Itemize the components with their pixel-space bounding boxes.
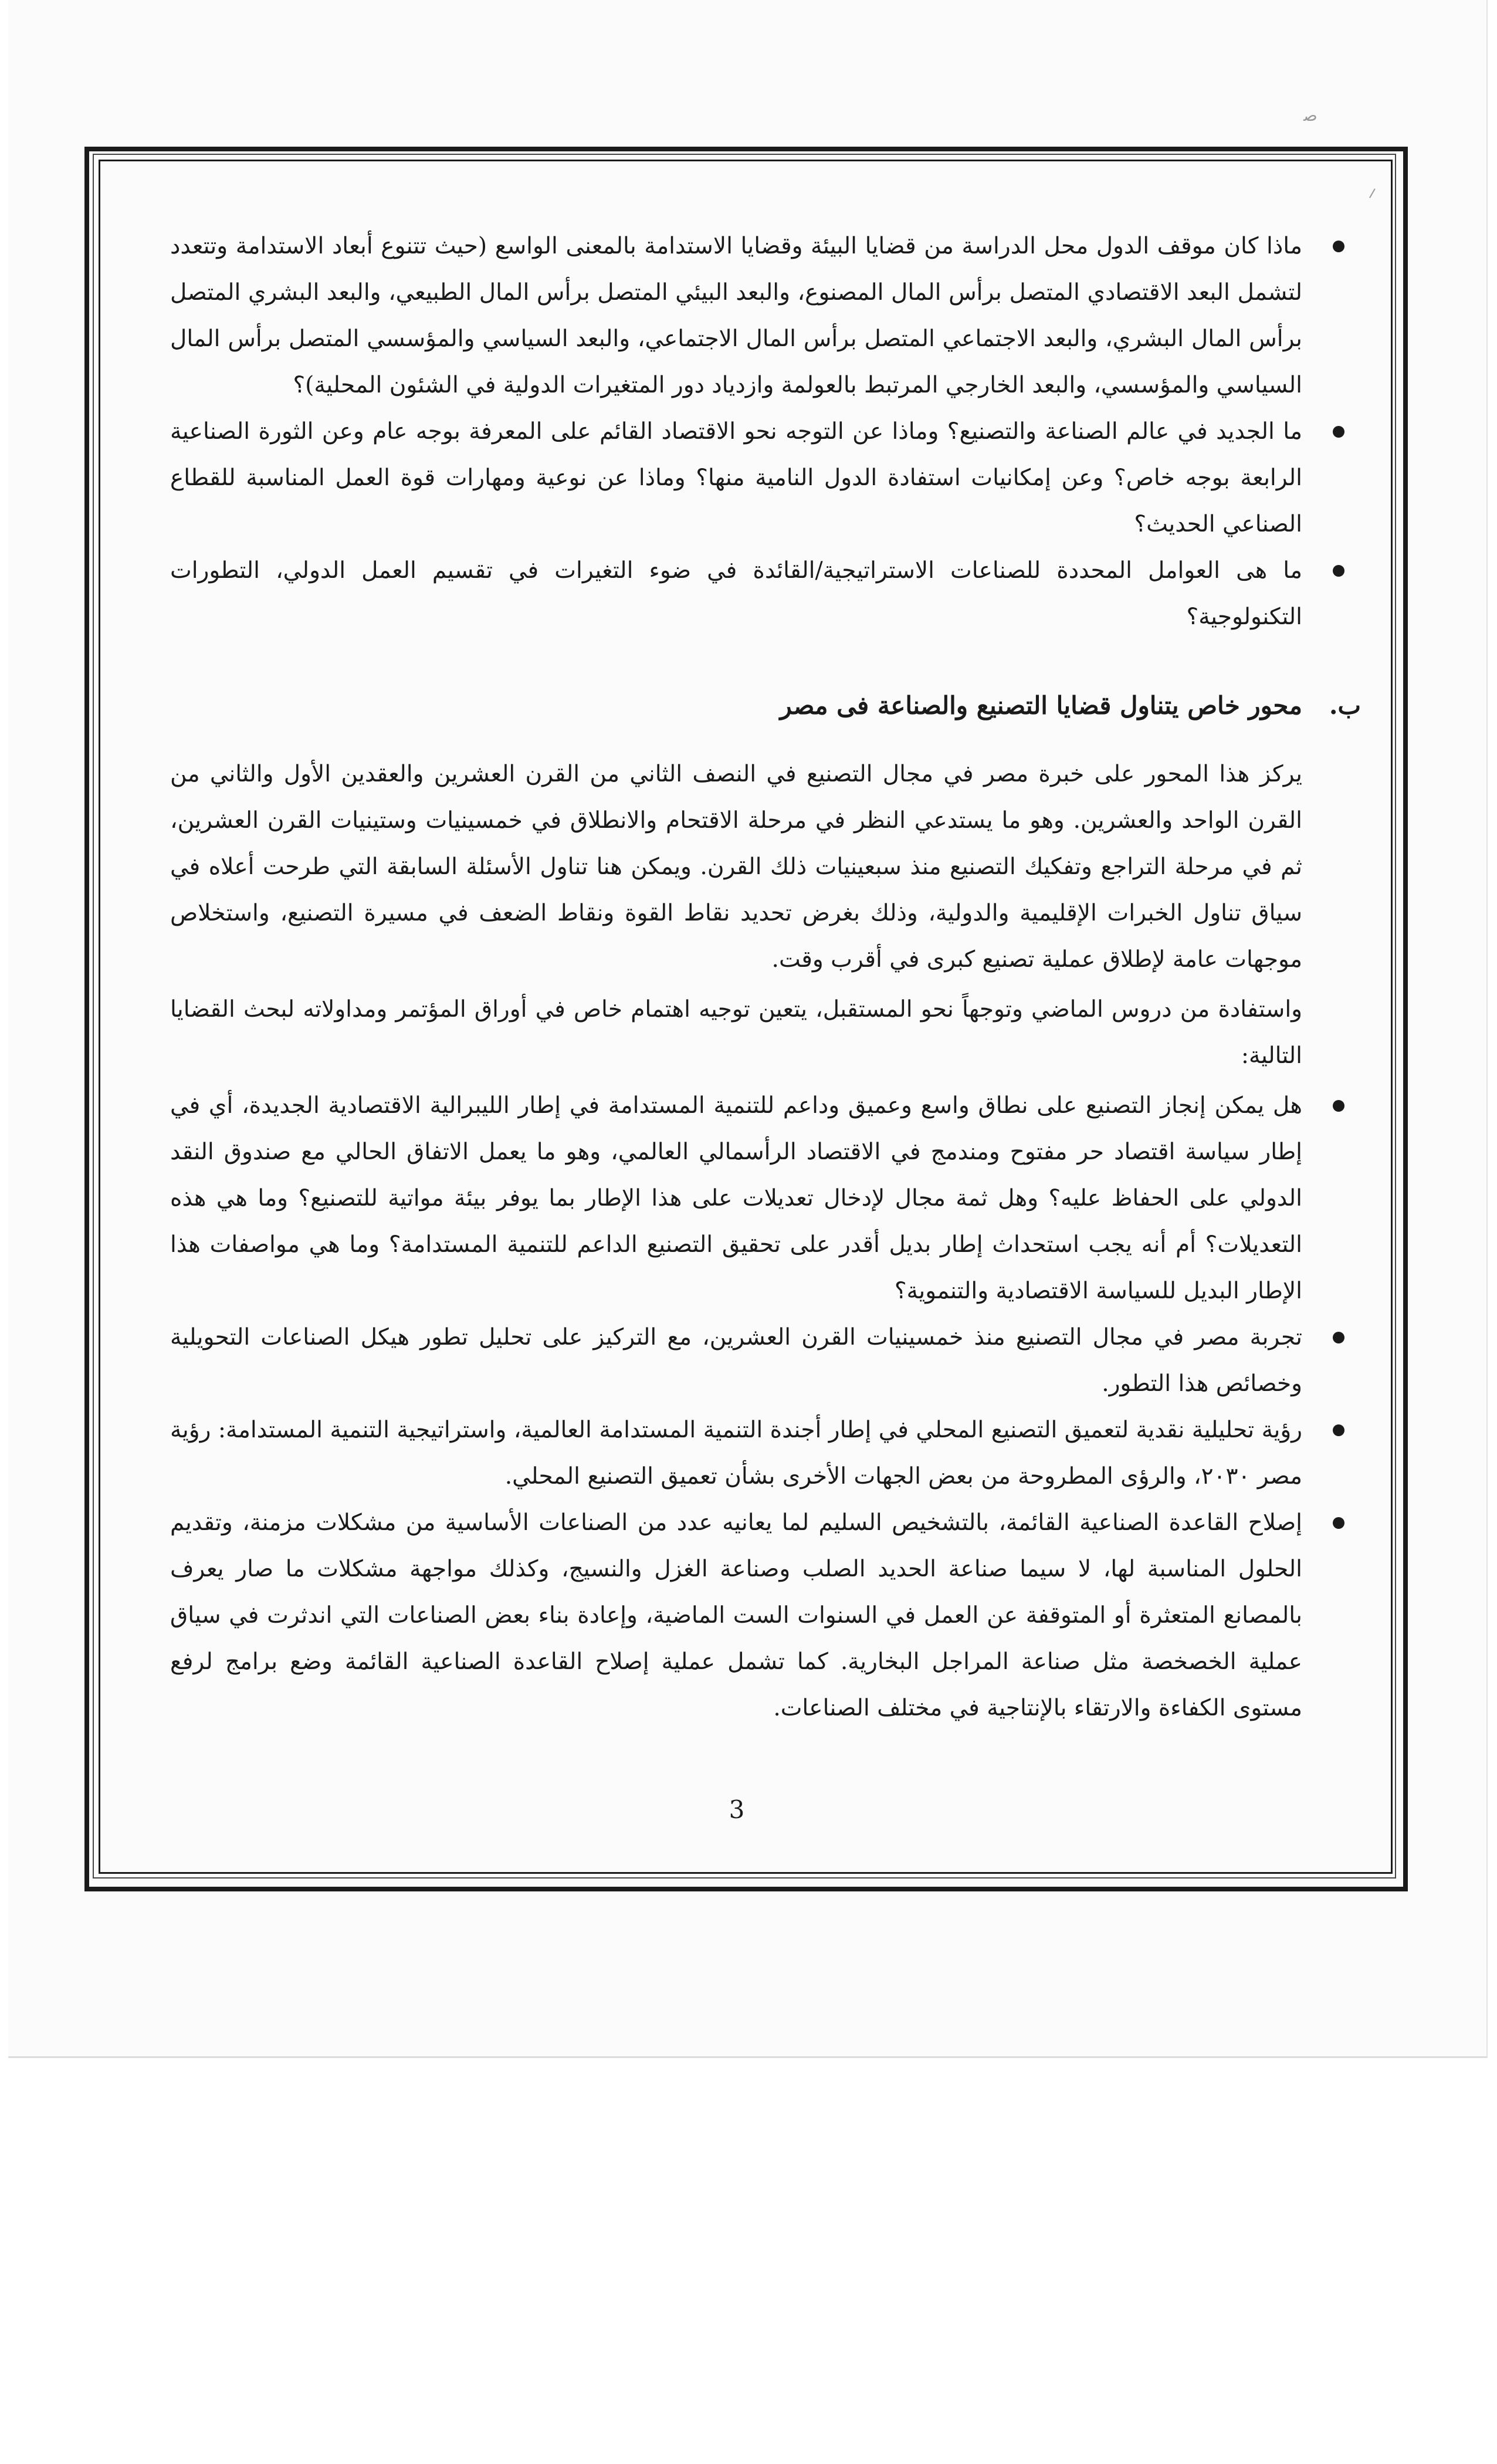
section1-bullet-list [170,223,1302,640]
document-body [170,223,1361,1731]
section-b-bullet-list [170,1082,1302,1731]
section-b-paragraph-2: واستفادة من دروس الماضي وتوجهاً نحو المستقبل، يتعين توجيه اهتمام خاص في أوراق المؤتمر ومداولاته لبحث القضايا التالية: [170,996,1302,1069]
page-number: 3 [729,1795,745,1824]
bullet-icon [1333,1517,1344,1529]
list-item [170,1500,1302,1731]
corner-scan-mark: ﺻ [1303,106,1318,125]
list-item [170,1314,1302,1407]
bullet-text: تجربة مصر في مجال التصنيع منذ خمسينيات القرن العشرين، مع التركيز على تحليل تطور هيكل الصناعات التحويلية وخصائص هذا التطور. [170,1324,1302,1397]
section-title: محور خاص يتناول قضايا التصنيع والصناعة فى مصر [780,691,1302,720]
bullet-icon [1333,565,1344,577]
bullet-text: رؤية تحليلية نقدية لتعميق التصنيع المحلي في إطار أجندة التنمية المستدامة العالمية، واستراتيجية التنمية المستدامة: رؤية مصر ٢٠٣٠، والرؤى المطروحة من بعض الجهات الأخرى بشأن تعميق التصنيع المحلي. [170,1417,1302,1490]
bullet-icon [1333,1332,1344,1343]
bullet-icon [1333,241,1344,252]
bullet-text: إصلاح القاعدة الصناعية القائمة، بالتشخيص السليم لما يعانيه عدد من الصناعات الأساسية من مشكلات مزمنة، وتقديم الحلول المناسبة لها، لا سيما صناعة الحديد الصلب وصناعة الغزل والنسيج، وكذلك مواجهة مشكلات ما صار يعرف بالمصانع المتعثرة أو المتوقفة عن العمل في السنوات الست الماضية، وإعادة بناء بعض الصناعات التي اندثرت في سياق عملية الخصخصة مثل صناعة المراجل البخارية. كما تشمل عملية إصلاح القاعدة الصناعية القائمة وضع برامج لرفع مستوى الكفاءة والارتقاء بالإنتاجية في مختلف الصناعات. [170,1509,1302,1721]
bullet-text: ما الجديد في عالم الصناعة والتصنيع؟ وماذا عن التوجه نحو الاقتصاد القائم على المعرفة بوجه عام وعن الثورة الصناعية الرابعة بوجه خاص؟ وعن إمكانيات استفادة الدول النامية منها؟ وماذا عن نوعية ومهارات قوة العمل المناسبة للقطاع الصناعي الحديث؟ [170,418,1302,537]
list-item [170,223,1302,408]
list-item [170,408,1302,547]
section-b-paragraph-1: يركز هذا المحور على خبرة مصر في مجال التصنيع في النصف الثاني من القرن العشرين والعقدين الأول والثاني من القرن الواحد والعشرين. وهو ما يستدعي النظر في مرحلة الاقتحام والانطلاق في خمسينيات وستينيات القرن العشرين، ثم في مرحلة التراجع وتفكيك التصنيع منذ سبعينيات ذلك القرن. ويمكن هنا تناول الأسئلة السابقة التي طرحت أعلاه في سياق تناول الخبرات الإقليمية والدولية، وذلك بغرض تحديد نقاط القوة ونقاط الضعف في مسيرة التصنيع، واستخلاص موجهات عامة لإطلاق عملية تصنيع كبرى في أقرب وقت. [170,761,1302,973]
bullet-icon [1333,426,1344,438]
section-b-heading [170,682,1361,729]
list-item [170,547,1302,640]
bullet-icon [1333,1100,1344,1112]
section-letter: ب. [1329,691,1361,720]
bullet-text: هل يمكن إنجاز التصنيع على نطاق واسع وعميق وداعم للتنمية المستدامة في إطار الليبرالية الاقتصادية الجديدة، أي في إطار سياسة اقتصاد حر مفتوح ومندمج في الاقتصاد الرأسمالي العالمي، وهو ما يعمل الاتفاق الحالي مع صندوق النقد الدولي على الحفاظ عليه؟ وهل ثمة مجال لإدخال تعديلات على هذا الإطار بما يوفر بيئة مواتية للتصنيع؟ وما هي هذه التعديلات؟ أم أنه يجب استحداث إطار بديل أقدر على تحقيق التصنيع الداعم للتنمية المستدامة؟ وما هي مواصفات هذا الإطار البديل للسياسة الاقتصادية والتنموية؟ [170,1092,1302,1304]
bullet-text: ما هى العوامل المحددة للصناعات الاستراتيجية/القائدة في ضوء التغيرات في تقسيم العمل الدولي، التطورات التكنولوجية؟ [170,557,1302,630]
list-item [170,1082,1302,1314]
bullet-icon [1333,1424,1344,1436]
bullet-text: ماذا كان موقف الدول محل الدراسة من قضايا البيئة وقضايا الاستدامة بالمعنى الواسع (حيث تتنوع أبعاد الاستدامة وتتعدد لتشمل البعد الاقتصادي المتصل برأس المال المصنوع، والبعد البيئي المتصل برأس المال الطبيعي، والبعد البشري المتصل برأس المال البشري، والبعد الاجتماعي المتصل برأس المال الاجتماعي، والبعد السياسي والمؤسسي المتصل برأس المال السياسي والمؤسسي، والبعد الخارجي المرتبط بالعولمة وازدياد دور المتغيرات الدولية في الشئون المحلية)؟ [170,233,1302,398]
list-item [170,1407,1302,1500]
